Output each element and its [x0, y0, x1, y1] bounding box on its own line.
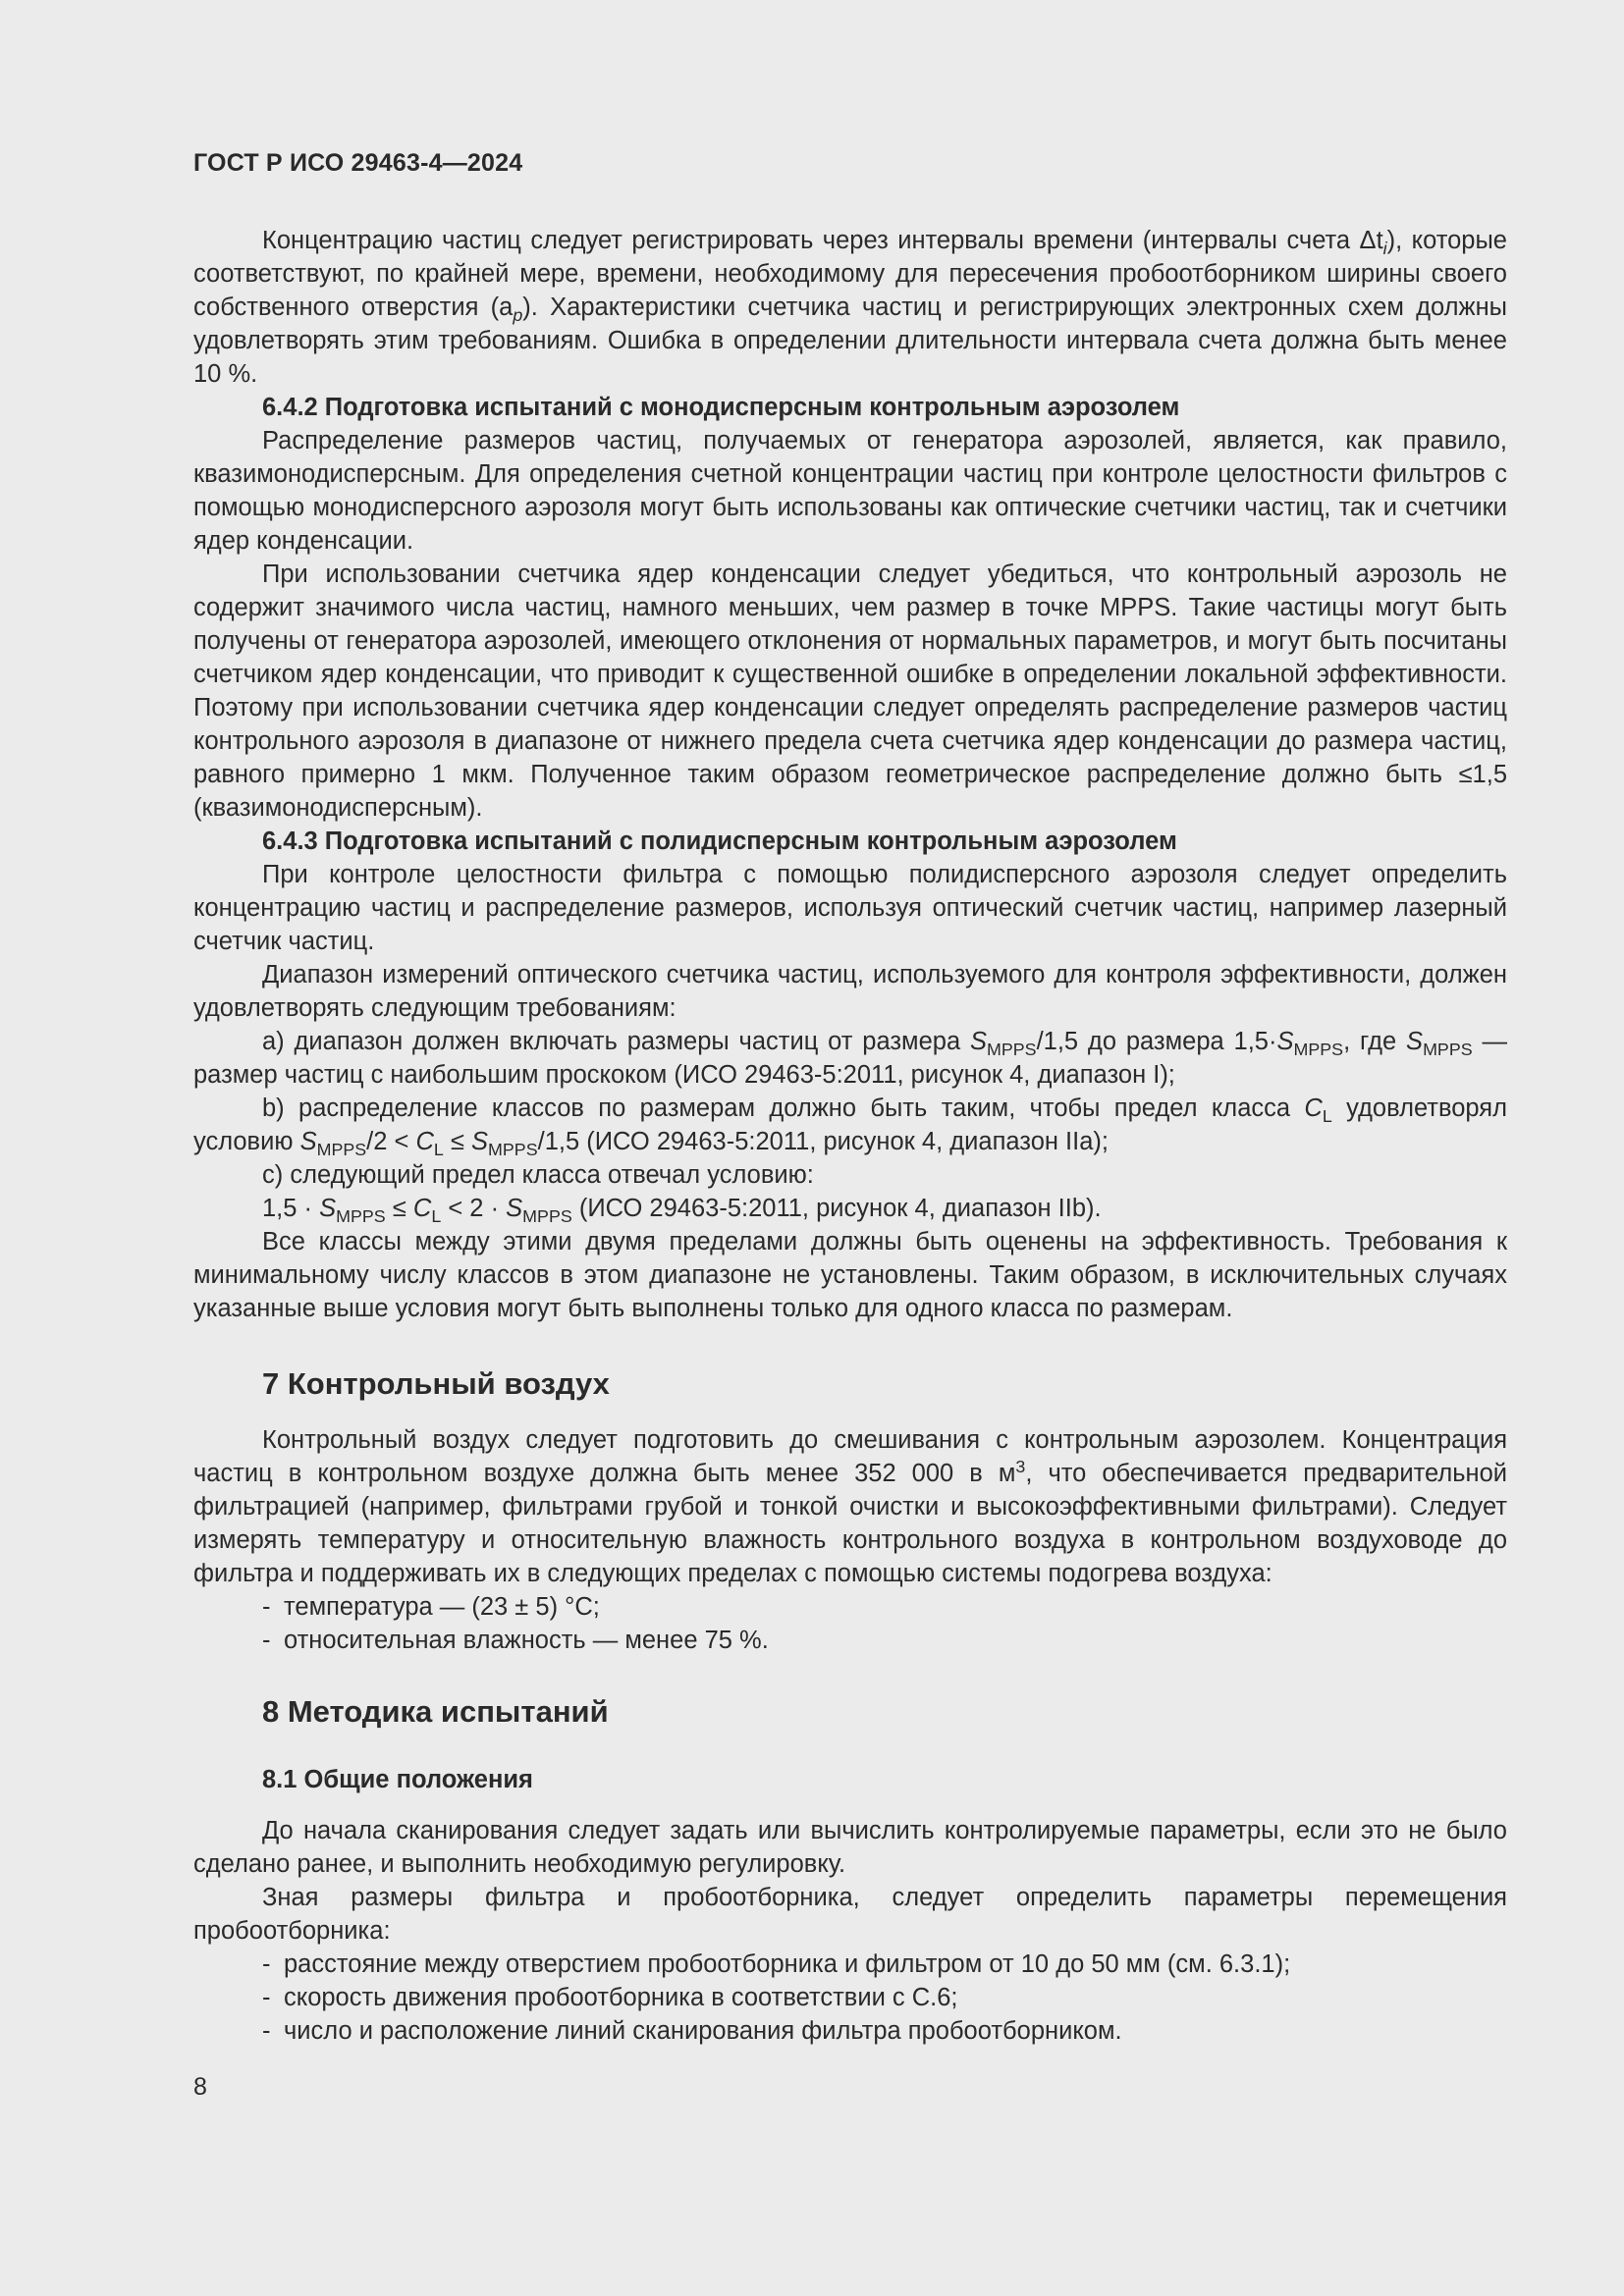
- document-body: [193, 224, 1507, 2048]
- list-item: - скорость движения пробоотборника в соответствии с С.6;: [262, 1984, 958, 2011]
- list-item-a: a) диапазон должен включать размеры частиц от размера $S_{MPPS}/1,5$ до размера $1,5\cdot S_{MPPS}$, где $S_{MPPS}$ — размер частиц с наибольшим проскоком (ИСО 29463-5:2011, рисунок 4, диапазон I);: [193, 1028, 1507, 1089]
- section-heading-7: 7 Контрольный воздух: [262, 1366, 610, 1401]
- paragraph: При контроле целостности фильтра с помощью полидисперсного аэрозоля следует определить концентрацию частиц и распределение размеров, используя оптический счетчик частиц, например лазерный счетчик частиц.: [193, 861, 1507, 955]
- list-item-c: c) следующий предел класса отвечал условию:: [262, 1161, 814, 1189]
- paragraph: При использовании счетчика ядер конденсации следует убедиться, что контрольный аэрозоль не содержит значимого числа частиц, намного меньших, чем размер в точке MPPS. Такие частицы могут быть получены от генератора аэрозолей, имеющего отклонения от нормальных параметров, и могут быть посчитаны счетчиком ядер конденсации, что приводит к существенной ошибке в определении локальной эффективности. Поэтому при использовании счетчика ядер конденсации следует определять распределение размеров частиц контрольного аэрозоля в диапазоне от нижнего предела счета счетчика ядер конденсации до размера частиц, равного примерно 1 мкм. Полученное таким образом геометрическое распределение должно быть ≤1,5 (квазимонодисперсным).: [193, 561, 1507, 822]
- subsection-heading-8-1: 8.1 Общие положения: [262, 1766, 533, 1793]
- paragraph: Контрольный воздух следует подготовить до смешивания с контрольным аэрозолем. Концентрация частиц в контрольном воздухе должна быть менее 352 000 в $м^3$, что обеспечивается предварительной фильтрацией (например, фильтрами грубой и тонкой очистки и высокоэффективными фильтрами). Следует измерять температуру и относительную влажность контрольного воздуха в контрольном воздуховоде до фильтра и поддерживать их в следующих пределах с помощью системы подогрева воздуха:: [193, 1426, 1508, 1587]
- formula: $1,5 \cdot S_{MPPS} \le C_L < 2 \cdot S_{MPPS}$ (ИСО 29463-5:2011, рисунок 4, диапазон IIb).: [262, 1195, 1102, 1226]
- section-heading-8: 8 Методика испытаний: [262, 1694, 609, 1729]
- paragraph: До начала сканирования следует задать или вычислить контролируемые параметры, если это не было сделано ранее, и выполнить необходимую регулировку.: [193, 1817, 1507, 1878]
- list-item: - относительная влажность — менее 75 %.: [262, 1627, 769, 1654]
- paragraph: Все классы между этими двумя пределами должны быть оценены на эффективность. Требования к минимальному числу классов в этом диапазоне не установлены. Таким образом, в исключительных случаях указанные выше условия могут быть выполнены только для одного класса по размерам.: [193, 1228, 1507, 1322]
- list-item: - температура — (23 ± 5) °С;: [262, 1593, 600, 1621]
- paragraph: Концентрацию частиц следует регистрировать через интервалы времени (интервалы счета $\Delta t_i$), которые соответствуют, по крайней мере, времени, необходимому для пересечения пробоотборником ширины своего собственного отверстия $(a_p)$. Характеристики счетчика частиц и регистрирующих электронных схем должны удовлетворять этим требованиям. Ошибка в определении длительности интервала счета должна быть менее 10 %.: [193, 227, 1508, 388]
- subsection-heading-6-4-3: 6.4.3 Подготовка испытаний с полидисперсным контрольным аэрозолем: [262, 828, 1177, 855]
- list-item: - число и расположение линий сканирования фильтра пробоотборником.: [262, 2017, 1122, 2045]
- subsection-heading-6-4-2: 6.4.2 Подготовка испытаний с монодисперсным контрольным аэрозолем: [262, 394, 1180, 421]
- paragraph: Распределение размеров частиц, получаемых от генератора аэрозолей, является, как правило, квазимонодисперсным. Для определения счетной концентрации частиц при контроле целостности фильтров с помощью монодисперсного аэрозоля могут быть использованы как оптические счетчики частиц, так и счетчики ядер конденсации.: [193, 427, 1507, 555]
- paragraph: Диапазон измерений оптического счетчика частиц, используемого для контроля эффективности, должен удовлетворять следующим требованиям:: [193, 961, 1507, 1022]
- document-header: ГОСТ Р ИСО 29463-4—2024: [193, 149, 523, 177]
- list-item: - расстояние между отверстием пробоотборника и фильтром от 10 до 50 мм (см. 6.3.1);: [262, 1950, 1291, 1978]
- page-number: 8: [193, 2073, 207, 2101]
- paragraph: Зная размеры фильтра и пробоотборника, следует определить параметры перемещения пробоотборника:: [193, 1884, 1507, 1945]
- list-item-b: b) распределение классов по размерам должно быть таким, чтобы предел класса $C_L$ удовлетворял условию $S_{MPPS}/2 < C_L \le S_{MPPS}/1,5$ (ИСО 29463-5:2011, рисунок 4, диапазон IIa);: [193, 1095, 1507, 1159]
